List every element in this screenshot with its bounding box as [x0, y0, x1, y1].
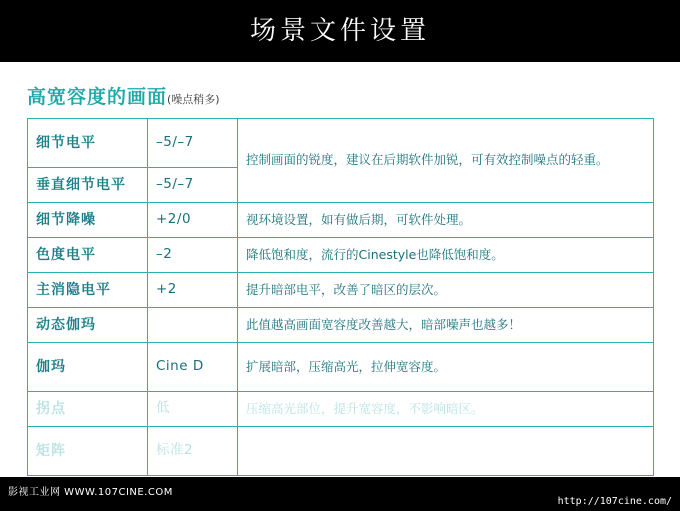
table-row [28, 427, 654, 476]
row-value: 标准2 [148, 427, 238, 476]
row-value [148, 308, 238, 343]
row-name: 主消隐电平 [28, 273, 148, 308]
row-desc: 提升暗部电平，改善了暗区的层次。 [238, 273, 654, 308]
row-value: –5/–7 [148, 168, 238, 203]
row-value: –5/–7 [148, 119, 238, 168]
row-name: 伽玛 [28, 343, 148, 392]
table-row [28, 203, 654, 238]
row-name: 矩阵 [28, 427, 148, 476]
row-value: –2 [148, 238, 238, 273]
row-value: +2 [148, 273, 238, 308]
table-row [28, 119, 654, 168]
table-row [28, 392, 654, 427]
table-row [28, 308, 654, 343]
slide-body [0, 62, 680, 477]
table-row [28, 273, 654, 308]
row-name: 拐点 [28, 392, 148, 427]
row-desc: 视环境设置，如有做后期，可软件处理。 [238, 203, 654, 238]
section-heading-sub: (噪点稍多) [167, 93, 220, 106]
row-desc: 压缩高光部位，提升宽容度，不影响暗区。 [238, 392, 654, 427]
row-value: Cine D [148, 343, 238, 392]
slide-header-bar [0, 0, 680, 62]
row-name: 动态伽玛 [28, 308, 148, 343]
row-name: 垂直细节电平 [28, 168, 148, 203]
row-name: 细节电平 [28, 119, 148, 168]
row-desc: 此值越高画面宽容度改善越大，暗部噪声也越多！ [238, 308, 654, 343]
footer-branding: 影视工业网 WWW.107CINE.COM [8, 487, 173, 498]
row-desc: 控制画面的锐度，建议在后期软件加锐，可有效控制噪点的轻重。 [238, 119, 654, 203]
section-heading [27, 82, 220, 109]
spec-table-wrapper [27, 118, 653, 476]
table-row [28, 343, 654, 392]
page-title: 场景文件设置 [249, 16, 430, 46]
row-value: +2/0 [148, 203, 238, 238]
row-desc [238, 427, 654, 476]
row-value: 低 [148, 392, 238, 427]
row-name: 细节降噪 [28, 203, 148, 238]
footer-url: http://107cine.com/ [557, 496, 672, 507]
row-desc: 扩展暗部，压缩高光，拉伸宽容度。 [238, 343, 654, 392]
section-heading-main: 高宽容度的画面 [27, 86, 168, 108]
spec-table [27, 118, 654, 476]
slide-footer-bar [0, 477, 680, 511]
table-row [28, 238, 654, 273]
row-desc: 降低饱和度，流行的Cinestyle也降低饱和度。 [238, 238, 654, 273]
row-name: 色度电平 [28, 238, 148, 273]
